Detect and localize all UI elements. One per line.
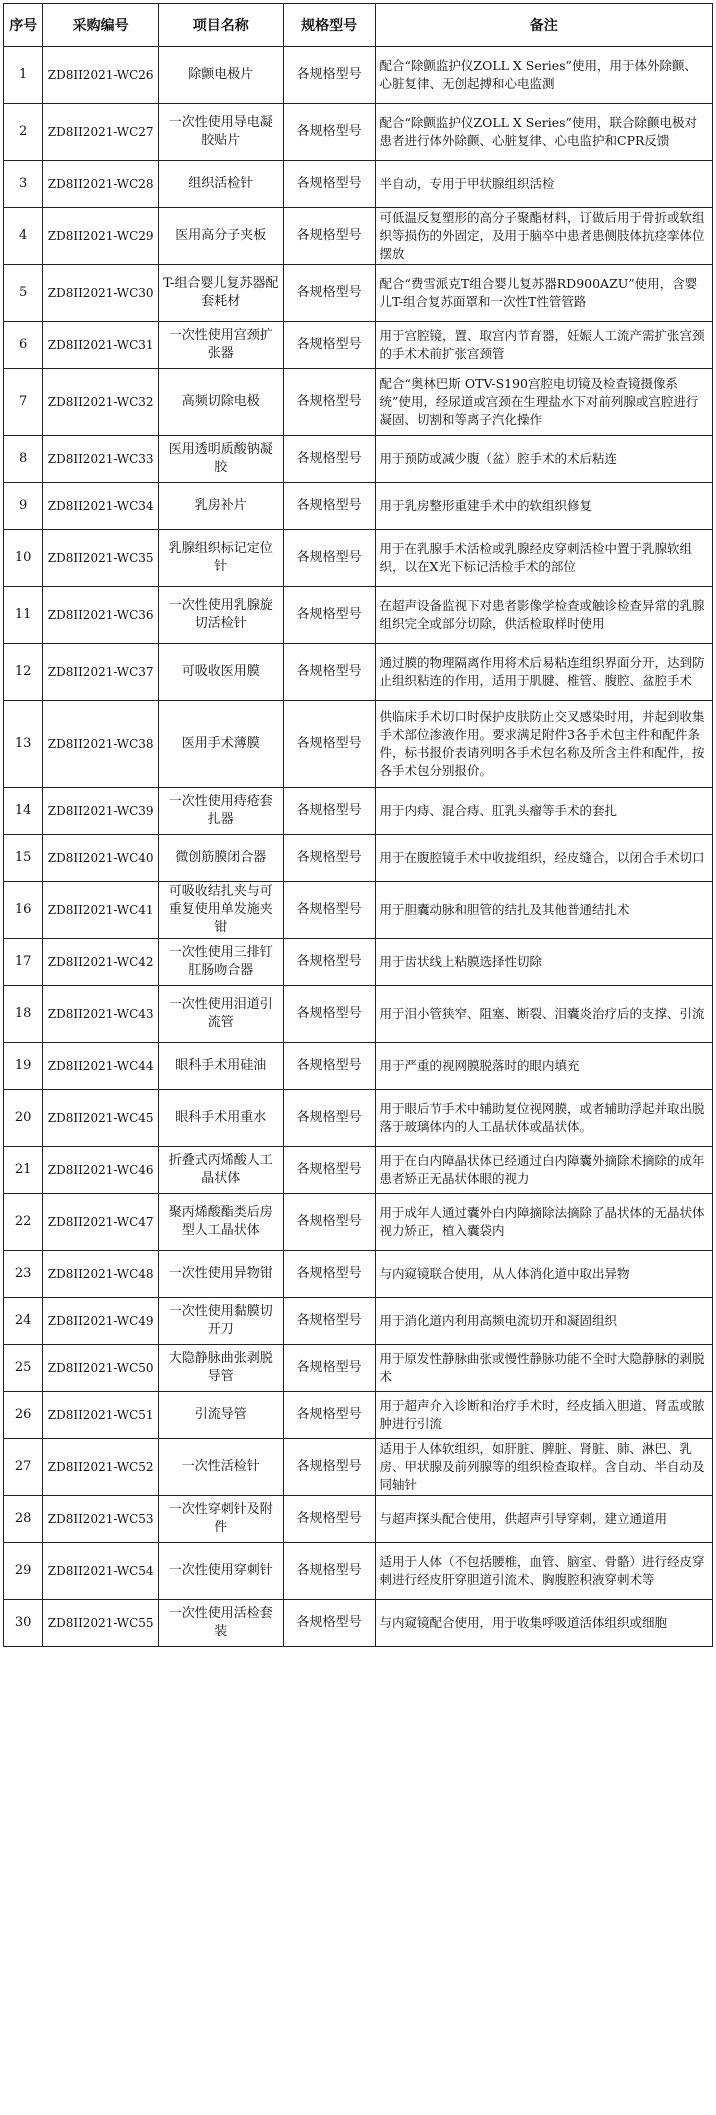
row-item-name: 折叠式丙烯酸人工晶状体 bbox=[158, 1147, 283, 1194]
row-spec-model: 各规格型号 bbox=[283, 1251, 375, 1298]
row-spec-model: 各规格型号 bbox=[283, 1392, 375, 1439]
row-spec-model: 各规格型号 bbox=[283, 104, 375, 161]
row-spec-model: 各规格型号 bbox=[283, 986, 375, 1043]
row-item-name: 一次性使用乳腺旋切活检针 bbox=[158, 587, 283, 644]
row-procurement-code: ZD8II2021-WC48 bbox=[43, 1251, 159, 1298]
row-spec-model: 各规格型号 bbox=[283, 1298, 375, 1345]
row-procurement-code: ZD8II2021-WC51 bbox=[43, 1392, 159, 1439]
row-remarks: 在超声设备监视下对患者影像学检查或触诊检查异常的乳腺组织完全或部分切除，供活检取样时使用 bbox=[375, 587, 712, 644]
row-remarks: 用于眼后节手术中辅助复位视网膜，或者辅助浮起并取出脱落于玻璃体内的人工晶状体或晶状体。 bbox=[375, 1090, 712, 1147]
row-spec-model: 各规格型号 bbox=[283, 587, 375, 644]
row-procurement-code: ZD8II2021-WC39 bbox=[43, 788, 159, 835]
table-row bbox=[4, 835, 713, 882]
row-remarks: 用于胆囊动脉和胆管的结扎及其他普通结扎术 bbox=[375, 882, 712, 939]
table-row bbox=[4, 644, 713, 701]
row-serial-no: 3 bbox=[4, 161, 43, 208]
table-row bbox=[4, 1392, 713, 1439]
row-procurement-code: ZD8II2021-WC55 bbox=[43, 1600, 159, 1647]
row-item-name: 一次性使用痔疮套扎器 bbox=[158, 788, 283, 835]
row-procurement-code: ZD8II2021-WC52 bbox=[43, 1439, 159, 1496]
table-row bbox=[4, 788, 713, 835]
row-spec-model: 各规格型号 bbox=[283, 161, 375, 208]
row-spec-model: 各规格型号 bbox=[283, 1147, 375, 1194]
table-row bbox=[4, 436, 713, 483]
row-item-name: 一次性使用导电凝胶贴片 bbox=[158, 104, 283, 161]
row-serial-no: 10 bbox=[4, 530, 43, 587]
row-serial-no: 5 bbox=[4, 265, 43, 322]
row-spec-model: 各规格型号 bbox=[283, 788, 375, 835]
row-procurement-code: ZD8II2021-WC53 bbox=[43, 1496, 159, 1543]
row-item-name: 微创筋膜闭合器 bbox=[158, 835, 283, 882]
row-serial-no: 29 bbox=[4, 1543, 43, 1600]
row-remarks: 用于消化道内利用高频电流切开和凝固组织 bbox=[375, 1298, 712, 1345]
row-serial-no: 9 bbox=[4, 483, 43, 530]
table-row bbox=[4, 1298, 713, 1345]
row-remarks: 供临床手术切口时保护皮肤防止交叉感染时用，并起到收集手术部位渗液作用。要求满足附件3各手术包主件和配件条件，标书报价表请列明各手术包名称及所含主件和配件，按各手术包分别报价。 bbox=[375, 701, 712, 788]
row-procurement-code: ZD8II2021-WC31 bbox=[43, 322, 159, 369]
row-spec-model: 各规格型号 bbox=[283, 369, 375, 436]
row-remarks: 配合“费雪派克T组合婴儿复苏器RD900AZU”使用，含婴儿T-组合复苏面罩和一次性T性管管路 bbox=[375, 265, 712, 322]
table-row bbox=[4, 986, 713, 1043]
row-spec-model: 各规格型号 bbox=[283, 265, 375, 322]
row-spec-model: 各规格型号 bbox=[283, 208, 375, 265]
row-procurement-code: ZD8II2021-WC26 bbox=[43, 47, 159, 104]
row-spec-model: 各规格型号 bbox=[283, 1090, 375, 1147]
row-spec-model: 各规格型号 bbox=[283, 322, 375, 369]
row-item-name: 医用透明质酸钠凝胶 bbox=[158, 436, 283, 483]
row-spec-model: 各规格型号 bbox=[283, 1439, 375, 1496]
row-procurement-code: ZD8II2021-WC41 bbox=[43, 882, 159, 939]
table-body bbox=[4, 47, 713, 1647]
row-remarks: 用于在腹腔镜手术中收拢组织，经皮缝合，以闭合手术切口 bbox=[375, 835, 712, 882]
row-item-name: 大隐静脉曲张剥脱导管 bbox=[158, 1345, 283, 1392]
row-item-name: 高频切除电极 bbox=[158, 369, 283, 436]
row-procurement-code: ZD8II2021-WC36 bbox=[43, 587, 159, 644]
row-item-name: 一次性使用宫颈扩张器 bbox=[158, 322, 283, 369]
row-item-name: 一次性使用泪道引流管 bbox=[158, 986, 283, 1043]
row-serial-no: 20 bbox=[4, 1090, 43, 1147]
row-item-name: 引流导管 bbox=[158, 1392, 283, 1439]
row-remarks: 用于泪小管狭窄、阻塞、断裂、泪囊炎治疗后的支撑、引流 bbox=[375, 986, 712, 1043]
row-procurement-code: ZD8II2021-WC27 bbox=[43, 104, 159, 161]
table-header-row bbox=[4, 4, 713, 47]
table-row bbox=[4, 104, 713, 161]
row-procurement-code: ZD8II2021-WC40 bbox=[43, 835, 159, 882]
table-row bbox=[4, 1439, 713, 1496]
row-spec-model: 各规格型号 bbox=[283, 1496, 375, 1543]
row-procurement-code: ZD8II2021-WC46 bbox=[43, 1147, 159, 1194]
row-serial-no: 6 bbox=[4, 322, 43, 369]
row-item-name: 一次性活检针 bbox=[158, 1439, 283, 1496]
row-procurement-code: ZD8II2021-WC45 bbox=[43, 1090, 159, 1147]
row-procurement-code: ZD8II2021-WC28 bbox=[43, 161, 159, 208]
table-row bbox=[4, 322, 713, 369]
row-spec-model: 各规格型号 bbox=[283, 644, 375, 701]
header-procurement-code: 采购编号 bbox=[43, 4, 159, 47]
row-serial-no: 4 bbox=[4, 208, 43, 265]
row-remarks: 用于超声介入诊断和治疗手术时，经皮插入胆道、肾盂或脓肿进行引流 bbox=[375, 1392, 712, 1439]
row-serial-no: 23 bbox=[4, 1251, 43, 1298]
row-spec-model: 各规格型号 bbox=[283, 1543, 375, 1600]
table-row bbox=[4, 1090, 713, 1147]
row-procurement-code: ZD8II2021-WC47 bbox=[43, 1194, 159, 1251]
row-remarks: 可低温反复塑形的高分子聚酯材料，订做后用于骨折或软组织等损伤的外固定，及用于脑卒中患者患侧肢体抗痉挛体位摆放 bbox=[375, 208, 712, 265]
row-remarks: 用于预防或减少腹（盆）腔手术的术后粘连 bbox=[375, 436, 712, 483]
row-remarks: 与内窥镜配合使用，用于收集呼吸道活体组织或细胞 bbox=[375, 1600, 712, 1647]
row-serial-no: 22 bbox=[4, 1194, 43, 1251]
row-serial-no: 14 bbox=[4, 788, 43, 835]
row-spec-model: 各规格型号 bbox=[283, 939, 375, 986]
table-row bbox=[4, 530, 713, 587]
row-spec-model: 各规格型号 bbox=[283, 835, 375, 882]
row-procurement-code: ZD8II2021-WC35 bbox=[43, 530, 159, 587]
row-item-name: 医用手术薄膜 bbox=[158, 701, 283, 788]
row-remarks: 通过膜的物理隔离作用将术后易粘连组织界面分开，达到防止组织粘连的作用，适用于肌腱、椎管、腹腔、盆腔手术 bbox=[375, 644, 712, 701]
row-spec-model: 各规格型号 bbox=[283, 701, 375, 788]
row-item-name: T-组合婴儿复苏器配套耗材 bbox=[158, 265, 283, 322]
row-serial-no: 8 bbox=[4, 436, 43, 483]
row-item-name: 乳腺组织标记定位针 bbox=[158, 530, 283, 587]
table-row bbox=[4, 701, 713, 788]
row-remarks: 用于乳房整形重建手术中的软组织修复 bbox=[375, 483, 712, 530]
row-spec-model: 各规格型号 bbox=[283, 1345, 375, 1392]
row-serial-no: 27 bbox=[4, 1439, 43, 1496]
table-row bbox=[4, 587, 713, 644]
row-remarks: 用于宫腔镜，置、取宫内节育器，妊娠人工流产需扩张宫颈的手术术前扩张宫颈管 bbox=[375, 322, 712, 369]
row-procurement-code: ZD8II2021-WC32 bbox=[43, 369, 159, 436]
row-item-name: 医用高分子夹板 bbox=[158, 208, 283, 265]
row-serial-no: 26 bbox=[4, 1392, 43, 1439]
row-spec-model: 各规格型号 bbox=[283, 1600, 375, 1647]
row-serial-no: 11 bbox=[4, 587, 43, 644]
row-procurement-code: ZD8II2021-WC33 bbox=[43, 436, 159, 483]
row-item-name: 可吸收结扎夹与可重复使用单发施夹钳 bbox=[158, 882, 283, 939]
row-item-name: 可吸收医用膜 bbox=[158, 644, 283, 701]
row-serial-no: 2 bbox=[4, 104, 43, 161]
row-procurement-code: ZD8II2021-WC50 bbox=[43, 1345, 159, 1392]
row-spec-model: 各规格型号 bbox=[283, 436, 375, 483]
row-item-name: 一次性使用黏膜切开刀 bbox=[158, 1298, 283, 1345]
table-row bbox=[4, 1251, 713, 1298]
row-spec-model: 各规格型号 bbox=[283, 1194, 375, 1251]
table-row bbox=[4, 483, 713, 530]
row-remarks: 用于成年人通过囊外白内障摘除法摘除了晶状体的无晶状体视力矫正，植入囊袋内 bbox=[375, 1194, 712, 1251]
procurement-table bbox=[3, 3, 713, 1647]
header-item-name: 项目名称 bbox=[158, 4, 283, 47]
header-serial-no: 序号 bbox=[4, 4, 43, 47]
row-procurement-code: ZD8II2021-WC38 bbox=[43, 701, 159, 788]
table-row bbox=[4, 1496, 713, 1543]
row-remarks: 与超声探头配合使用，供超声引导穿刺，建立通道用 bbox=[375, 1496, 712, 1543]
row-serial-no: 30 bbox=[4, 1600, 43, 1647]
row-procurement-code: ZD8II2021-WC42 bbox=[43, 939, 159, 986]
header-spec-model: 规格型号 bbox=[283, 4, 375, 47]
row-item-name: 一次性使用异物钳 bbox=[158, 1251, 283, 1298]
row-item-name: 除颤电极片 bbox=[158, 47, 283, 104]
row-serial-no: 13 bbox=[4, 701, 43, 788]
row-serial-no: 28 bbox=[4, 1496, 43, 1543]
table-row bbox=[4, 939, 713, 986]
table-row bbox=[4, 882, 713, 939]
table-row bbox=[4, 369, 713, 436]
table-row bbox=[4, 161, 713, 208]
row-procurement-code: ZD8II2021-WC29 bbox=[43, 208, 159, 265]
row-spec-model: 各规格型号 bbox=[283, 47, 375, 104]
table-row bbox=[4, 47, 713, 104]
row-remarks: 用于在白内障晶状体已经通过白内障囊外摘除术摘除的成年患者矫正无晶状体眼的视力 bbox=[375, 1147, 712, 1194]
row-procurement-code: ZD8II2021-WC49 bbox=[43, 1298, 159, 1345]
row-procurement-code: ZD8II2021-WC44 bbox=[43, 1043, 159, 1090]
row-remarks: 半自动，专用于甲状腺组织活检 bbox=[375, 161, 712, 208]
row-spec-model: 各规格型号 bbox=[283, 483, 375, 530]
row-procurement-code: ZD8II2021-WC34 bbox=[43, 483, 159, 530]
row-item-name: 聚丙烯酸酯类后房型人工晶状体 bbox=[158, 1194, 283, 1251]
row-remarks: 用于原发性静脉曲张或慢性静脉功能不全时大隐静脉的剥脱术 bbox=[375, 1345, 712, 1392]
table-row bbox=[4, 1543, 713, 1600]
header-remarks: 备注 bbox=[375, 4, 712, 47]
table-row bbox=[4, 265, 713, 322]
row-item-name: 一次性穿刺针及附件 bbox=[158, 1496, 283, 1543]
row-remarks: 用于在乳腺手术活检或乳腺经皮穿刺活检中置于乳腺软组织，以在X光下标记活检手术的部位 bbox=[375, 530, 712, 587]
row-item-name: 一次性使用活检套装 bbox=[158, 1600, 283, 1647]
table-row bbox=[4, 1147, 713, 1194]
row-spec-model: 各规格型号 bbox=[283, 882, 375, 939]
row-procurement-code: ZD8II2021-WC37 bbox=[43, 644, 159, 701]
row-remarks: 配合“除颤监护仪ZOLL X Series”使用，联合除颤电极对患者进行体外除颤、心脏复律、心电监护和CPR反馈 bbox=[375, 104, 712, 161]
row-procurement-code: ZD8II2021-WC54 bbox=[43, 1543, 159, 1600]
table-row bbox=[4, 1043, 713, 1090]
row-procurement-code: ZD8II2021-WC30 bbox=[43, 265, 159, 322]
row-serial-no: 16 bbox=[4, 882, 43, 939]
row-serial-no: 12 bbox=[4, 644, 43, 701]
row-remarks: 配合“奥林巴斯 OTV-S190宫腔电切镜及检查镜摄像系统”使用，经尿道或宫颈在生理盐水下对前列腺或宫腔进行凝固、切割和等离子汽化操作 bbox=[375, 369, 712, 436]
row-remarks: 用于齿状线上粘膜选择性切除 bbox=[375, 939, 712, 986]
row-remarks: 用于严重的视网膜脱落时的眼内填充 bbox=[375, 1043, 712, 1090]
row-serial-no: 7 bbox=[4, 369, 43, 436]
row-item-name: 组织活检针 bbox=[158, 161, 283, 208]
row-remarks: 适用于人体（不包括腰椎，血管、脑室、骨骼）进行经皮穿刺进行经皮肝穿胆道引流术、胸腹腔积液穿刺术等 bbox=[375, 1543, 712, 1600]
row-remarks: 与内窥镜联合使用，从人体消化道中取出异物 bbox=[375, 1251, 712, 1298]
row-serial-no: 19 bbox=[4, 1043, 43, 1090]
row-procurement-code: ZD8II2021-WC43 bbox=[43, 986, 159, 1043]
row-remarks: 适用于人体软组织，如肝脏、脾脏、肾脏、肺、淋巴、乳房、甲状腺及前列腺等的组织检查取样。含自动、半自动及同轴针 bbox=[375, 1439, 712, 1496]
procurement-table-container bbox=[3, 3, 713, 1647]
row-spec-model: 各规格型号 bbox=[283, 1043, 375, 1090]
table-row bbox=[4, 1194, 713, 1251]
row-remarks: 配合“除颤监护仪ZOLL X Series”使用，用于体外除颤、心脏复律、无创起搏和心电监测 bbox=[375, 47, 712, 104]
row-serial-no: 24 bbox=[4, 1298, 43, 1345]
row-serial-no: 25 bbox=[4, 1345, 43, 1392]
row-serial-no: 18 bbox=[4, 986, 43, 1043]
table-row bbox=[4, 1600, 713, 1647]
row-serial-no: 17 bbox=[4, 939, 43, 986]
row-item-name: 眼科手术用重水 bbox=[158, 1090, 283, 1147]
row-item-name: 一次性使用三排钉肛肠吻合器 bbox=[158, 939, 283, 986]
table-row bbox=[4, 208, 713, 265]
row-spec-model: 各规格型号 bbox=[283, 530, 375, 587]
row-item-name: 眼科手术用硅油 bbox=[158, 1043, 283, 1090]
row-serial-no: 21 bbox=[4, 1147, 43, 1194]
row-item-name: 乳房补片 bbox=[158, 483, 283, 530]
row-serial-no: 1 bbox=[4, 47, 43, 104]
row-serial-no: 15 bbox=[4, 835, 43, 882]
row-item-name: 一次性使用穿刺针 bbox=[158, 1543, 283, 1600]
table-row bbox=[4, 1345, 713, 1392]
row-remarks: 用于内痔、混合痔、肛乳头瘤等手术的套扎 bbox=[375, 788, 712, 835]
